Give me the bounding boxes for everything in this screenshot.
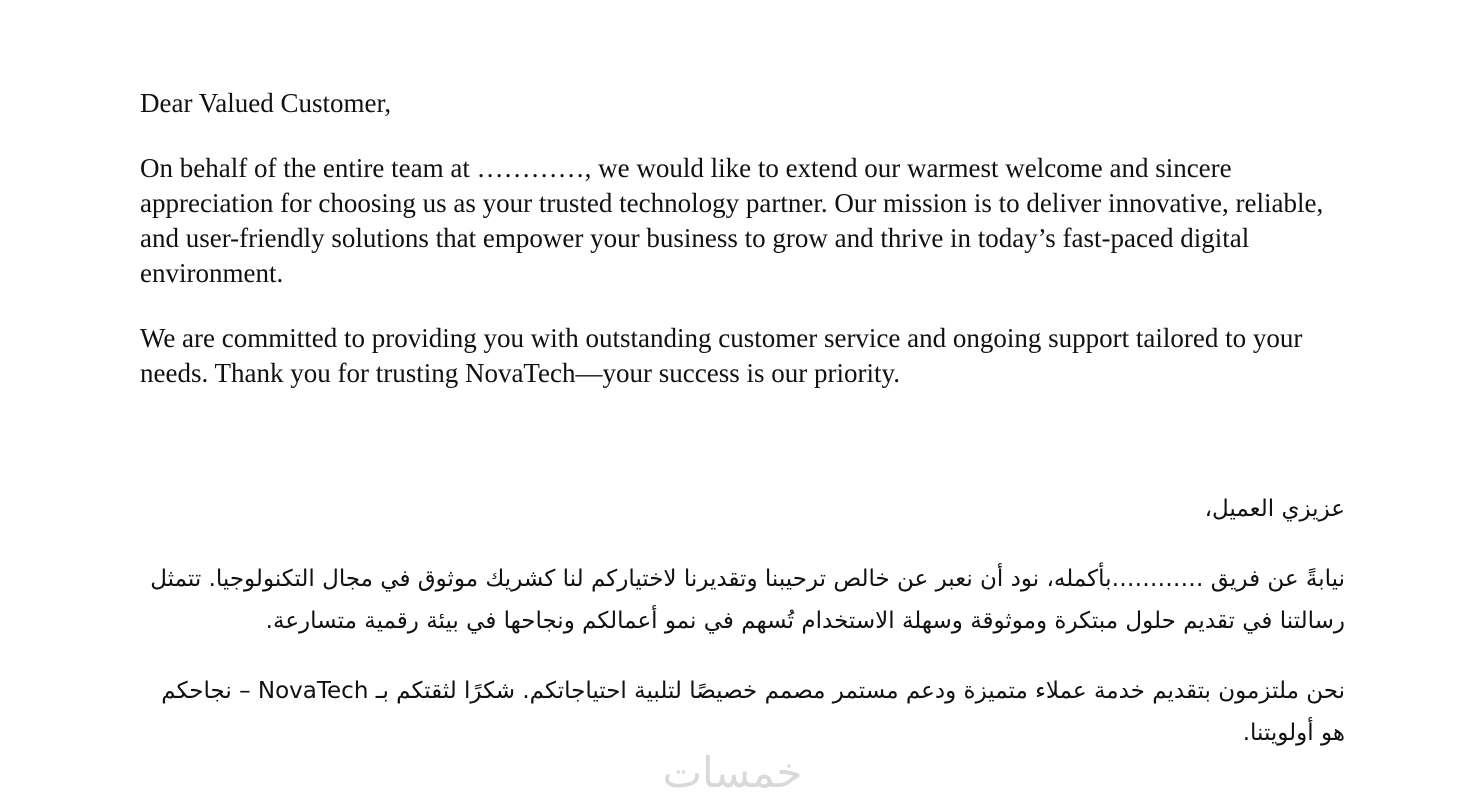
english-paragraph-2: We are committed to providing you with outstanding customer service and ongoing support tailored to your needs. Thank you for trusting NovaTech—your success is our priority. [140, 323, 1303, 388]
arabic-paragraph-1: نيابةً عن فريق …………بأكمله، نود أن نعبر عن خالص ترحيبنا وتقديرنا لاختياركم لنا كشريك موثوق في مجال التكنولوجيا. تتمثل رسالتنا في تقديم حلول مبتكرة وموثوقة وسهلة الاستخدام تُسهم في نمو أعمالكم ونجاحها في بيئة رقمية متسارعة. [150, 566, 1345, 634]
english-paragraph-1: On behalf of the entire team at …………, we would like to extend our warmest welcome and sincere appreciation for choosing us as your trusted technology partner. Our mission is to deliver innovative, reliable, and user-friendly solutions that empower your business to grow and thrive in today’s fast-paced digital environment. [140, 153, 1324, 288]
arabic-greeting: عزيزي العميل، [1204, 496, 1345, 522]
english-letter [140, 86, 1350, 421]
arabic-paragraph-2: نحن ملتزمون بتقديم خدمة عملاء متميزة ودعم مستمر مصمم خصيصًا لتلبية احتياجاتكم. شكرًا لثقتكم بـ NovaTech – نجاحكم هو أولويتنا. [161, 678, 1345, 746]
watermark-logo: خمسات [662, 748, 803, 797]
english-greeting: Dear Valued Customer, [140, 88, 392, 118]
arabic-letter [140, 488, 1345, 782]
